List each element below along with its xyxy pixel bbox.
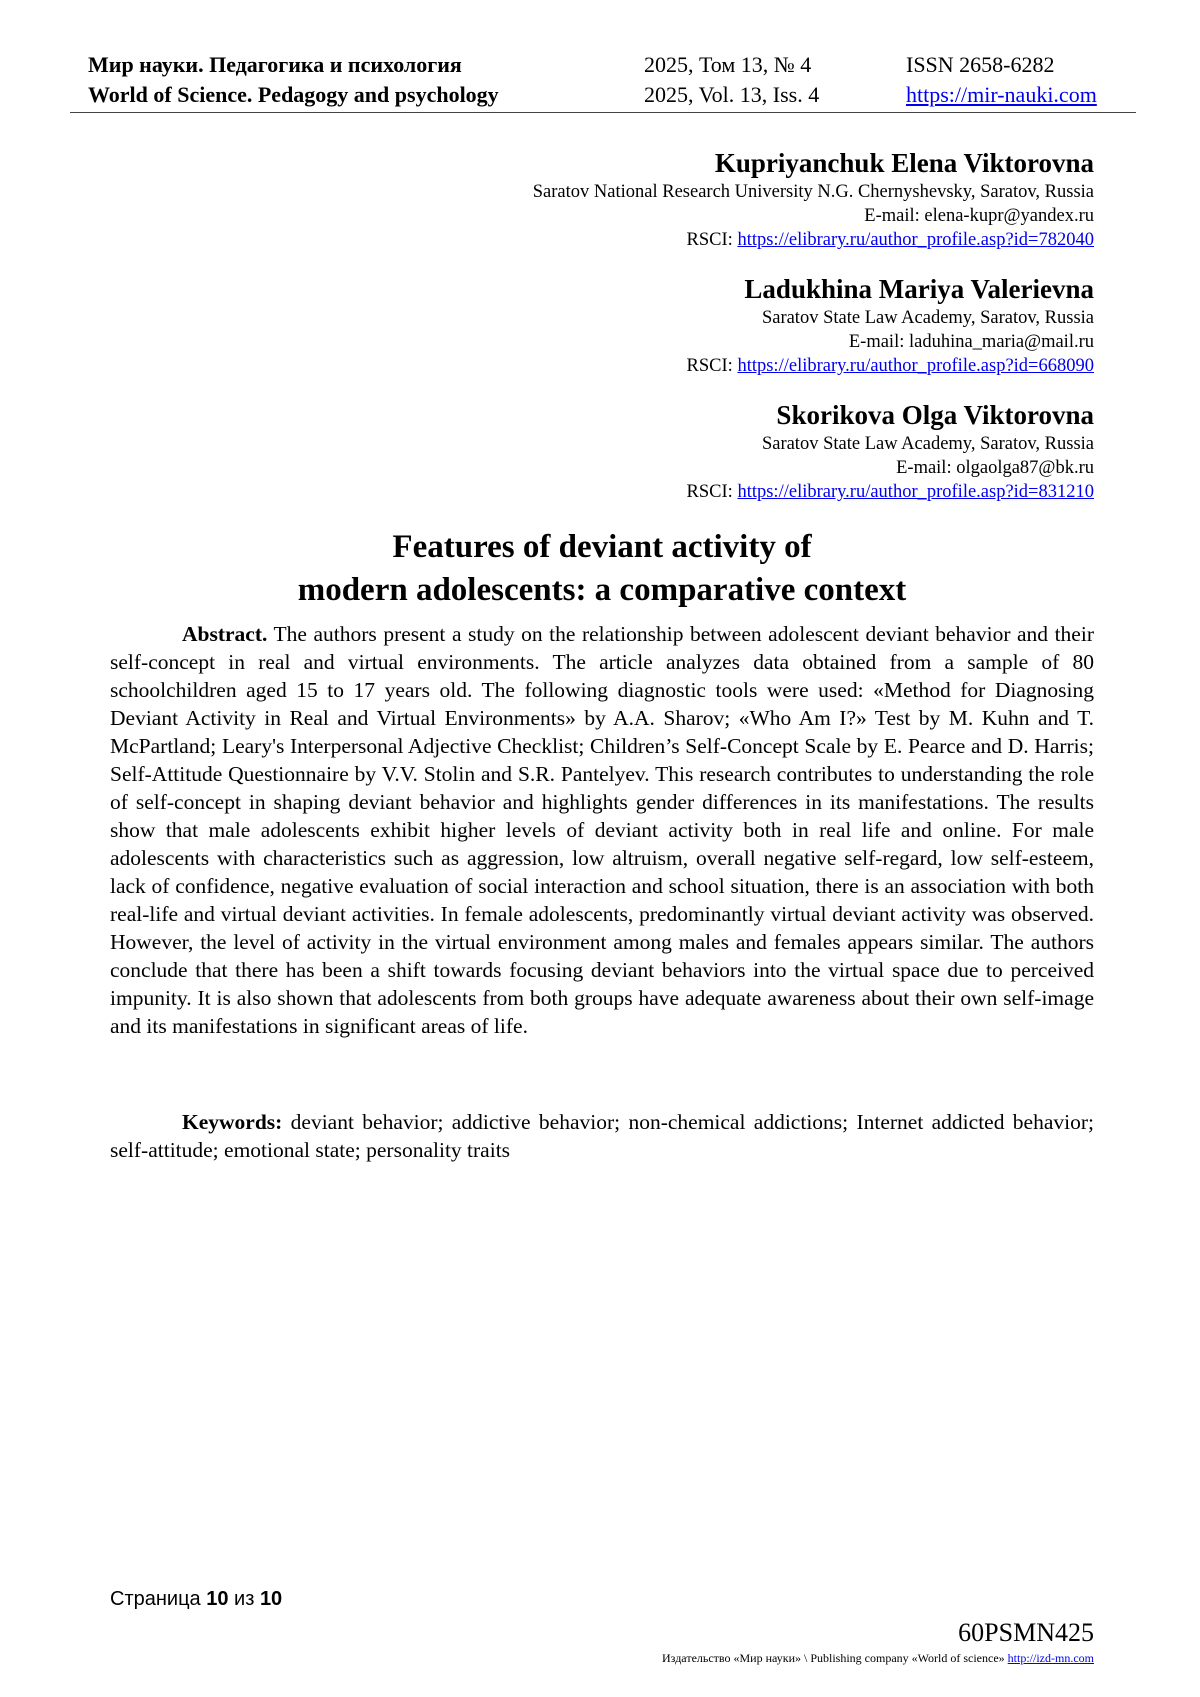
- rsci-profile-link[interactable]: https://elibrary.ru/author_profile.asp?id=668090: [737, 356, 1094, 376]
- volume-issue-ru: 2025, Том 13, № 4: [644, 52, 812, 77]
- abstract-paragraph: [110, 620, 1094, 1040]
- abstract-label: Abstract.: [182, 622, 268, 646]
- abstract-text: The authors present a study on the relationship between adolescent deviant behavior and their self-concept in real and virtual environments. The article analyzes data obtained from a sample of 80 schoolchildren aged 15 to 17 years old. The following diagnostic tools were used: «Method for Diagnosing Deviant Activity in Real and Virtual Environments» by A.A. Sharov; «Who Am I?» Test by M. Kuhn and T. McPartland; Leary's Interpersonal Adjective Checklist; Children’s Self-Concept Scale by E. Pearce and D. Harris; Self-Attitude Questionnaire by V.V. Stolin and S.R. Pantelyev. This research contributes to understanding the role of self-concept in shaping deviant behavior and highlights gender differences in its manifestations. The results show that male adolescents exhibit higher levels of deviant activity both in real life and online. For male adolescents with characteristics such as aggression, low altruism, overall negative self-regard, low self-esteem, lack of confidence, negative evaluation of social interaction and school situation, there is an association with both real-life and virtual deviant activities. In female adolescents, predominantly virtual deviant activity was observed. However, the level of activity in the virtual environment among males and females appears similar. The authors conclude that there has been a shift towards focusing deviant behaviors into the virtual space due to perceived impunity. It is also shown that adolescents from both groups have adequate awareness about their own self-image and its manifestations in significant areas of life.: [110, 622, 1094, 1038]
- issn: ISSN 2658-6282: [906, 52, 1055, 77]
- author-affiliation: Saratov State Law Academy, Saratov, Russia: [761, 308, 1094, 328]
- authors-block: [194, 146, 1094, 524]
- publisher-link[interactable]: http://izd-mn.com: [1007, 1651, 1094, 1665]
- rsci-label: RSCI:: [686, 230, 738, 250]
- journal-title-ru: Мир науки. Педагогика и психология: [88, 52, 462, 77]
- author-email: E-mail: elena-kupr@yandex.ru: [864, 206, 1094, 226]
- author-affiliation: Saratov State Law Academy, Saratov, Russia: [761, 434, 1094, 454]
- keywords-text: deviant behavior; addictive behavior; non-chemical addictions; Internet addicted behavior; self-attitude; emotional state; personality traits: [110, 1110, 1094, 1162]
- header-divider: [70, 112, 1136, 113]
- rsci-label: RSCI:: [686, 356, 738, 376]
- article-title-line: Features of deviant activity of: [392, 529, 812, 565]
- article-title-line: modern adolescents: a comparative context: [297, 572, 907, 608]
- page-word: Страница: [110, 1588, 201, 1610]
- volume-issue-en: 2025, Vol. 13, Iss. 4: [644, 82, 820, 107]
- author-rsci: [194, 354, 1094, 378]
- author-entry: [194, 272, 1094, 378]
- journal-url-link[interactable]: https://mir-nauki.com: [906, 82, 1097, 107]
- author-rsci: [194, 228, 1094, 252]
- author-rsci: [194, 480, 1094, 504]
- page-current: 10: [206, 1588, 229, 1610]
- author-entry: [194, 398, 1094, 504]
- keywords-paragraph: [110, 1108, 1094, 1164]
- page-of: из: [234, 1588, 255, 1610]
- page-total: 10: [259, 1588, 283, 1610]
- author-affiliation: Saratov National Research University N.G. Chernyshevsky, Saratov, Russia: [532, 182, 1094, 202]
- publisher-line: [662, 1650, 1094, 1666]
- article-title: [110, 526, 1094, 612]
- journal-header: [0, 0, 1200, 120]
- author-name: Ladukhina Mariya Valerievna: [744, 274, 1094, 304]
- keywords-label: Keywords:: [182, 1110, 283, 1134]
- journal-title-en: World of Science. Pedagogy and psychology: [88, 82, 499, 107]
- article-code: 60PSMN425: [958, 1618, 1094, 1647]
- author-name: Skorikova Olga Viktorovna: [776, 400, 1094, 430]
- page-number: [110, 1586, 282, 1612]
- rsci-label: RSCI:: [686, 482, 738, 502]
- rsci-profile-link[interactable]: https://elibrary.ru/author_profile.asp?id=831210: [737, 482, 1094, 502]
- author-email: E-mail: laduhina_maria@mail.ru: [848, 332, 1094, 352]
- publisher-text: Издательство «Мир науки» \ Publishing company «World of science»: [662, 1651, 1008, 1665]
- author-entry: [194, 146, 1094, 252]
- rsci-profile-link[interactable]: https://elibrary.ru/author_profile.asp?id=782040: [737, 230, 1094, 250]
- author-email: E-mail: olgaolga87@bk.ru: [896, 458, 1094, 478]
- author-name: Kupriyanchuk Elena Viktorovna: [714, 148, 1094, 178]
